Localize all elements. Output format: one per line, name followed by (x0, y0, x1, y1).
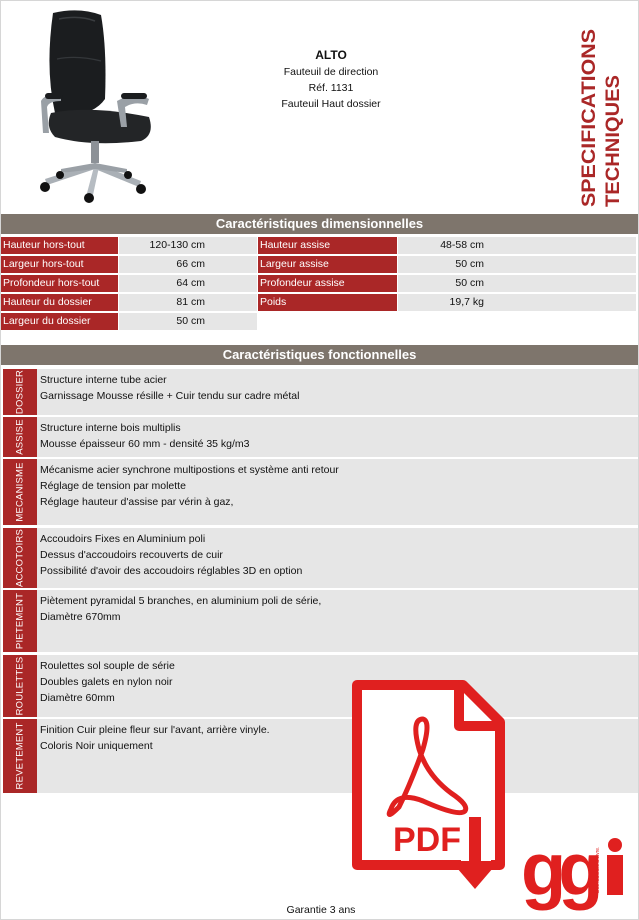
feature-category-tab (3, 417, 37, 457)
dimension-row (1, 275, 258, 292)
feature-row-pietement (3, 590, 638, 652)
feature-line: Mécanisme acier synchrone multipostions et système anti retour (40, 464, 339, 476)
dimension-row (1, 294, 258, 311)
dimension-row (1, 256, 258, 273)
feature-line: Structure interne bois multiplis (40, 422, 181, 434)
feature-category-tab (3, 655, 37, 717)
dimension-label: Poids (258, 294, 397, 311)
feature-category: MECANISME (14, 462, 26, 522)
feature-line: Réglage hauteur d'assise par vérin à gaz, (40, 496, 234, 508)
feature-row-mecanisme (3, 459, 638, 525)
feature-category-tab (3, 590, 37, 652)
logo-text: gg (521, 833, 596, 911)
dimension-label: Largeur assise (258, 256, 397, 273)
feature-line: Doubles galets en nylon noir (40, 676, 173, 688)
dimension-row (1, 313, 258, 330)
feature-description (40, 593, 321, 625)
brand-logo (521, 833, 636, 913)
dimension-label: Hauteur du dossier (1, 294, 118, 311)
feature-line: Garnissage Mousse résille + Cuir tendu sur cadre métal (40, 390, 300, 402)
feature-line: Diamètre 670mm (40, 611, 121, 623)
dimension-value: 64 cm (119, 275, 257, 292)
dimension-value: 50 cm (119, 313, 257, 330)
feature-description (40, 658, 175, 706)
product-name: ALTO (315, 48, 347, 62)
warranty-note: Garantie 3 ans (286, 904, 356, 916)
feature-line: Coloris Noir uniquement (40, 740, 153, 752)
feature-row-dossier (3, 369, 638, 415)
product-info (231, 47, 431, 112)
product-reference: Réf. 1131 (308, 82, 354, 94)
feature-line: Roulettes sol souple de série (40, 660, 175, 672)
dimension-label: Hauteur assise (258, 237, 397, 254)
feature-category: ROULETTES (14, 656, 26, 716)
feature-category: ASSISE (14, 419, 26, 455)
dimension-value: 81 cm (119, 294, 257, 311)
feature-line: Finition Cuir pleine fleur sur l'avant, arrière vinyle. (40, 724, 270, 736)
feature-category-tab (3, 719, 37, 793)
dimension-value: 19,7 kg (398, 294, 636, 311)
dimension-value: 48-58 cm (398, 237, 636, 254)
feature-line: Réglage de tension par molette (40, 480, 186, 492)
dimension-label: Profondeur hors-tout (1, 275, 118, 292)
feature-category-tab (3, 459, 37, 525)
dimension-value: 50 cm (398, 256, 636, 273)
spec-title-line2: TECHNIQUES (602, 79, 624, 207)
dimension-value: 120-130 cm (119, 237, 257, 254)
product-type: Fauteuil Haut dossier (281, 98, 381, 110)
pdf-download-icon[interactable] (351, 679, 506, 899)
dimension-label: Hauteur hors-tout (1, 237, 118, 254)
feature-description (40, 462, 339, 510)
feature-category: PIETEMENT (14, 592, 26, 650)
logo-tagline: Des fauteuils à vivre. (595, 846, 601, 893)
feature-line: Mousse épaisseur 60 mm - densité 35 kg/m3 (40, 438, 250, 450)
dimension-value: 66 cm (119, 256, 257, 273)
specifications-title (573, 15, 633, 211)
feature-description (40, 420, 250, 452)
dimension-label: Largeur hors-tout (1, 256, 118, 273)
dimension-row (258, 294, 638, 311)
feature-row-roulettes (3, 655, 638, 717)
feature-category: REVETEMENT (14, 722, 26, 790)
dimension-label: Profondeur assise (258, 275, 397, 292)
feature-line: Possibilité d'avoir des accoudoirs réglables 3D en option (40, 565, 303, 577)
feature-line: Dessus d'accoudoirs recouverts de cuir (40, 549, 223, 561)
feature-category-tab (3, 369, 37, 415)
feature-row-accotoirs (3, 528, 638, 588)
chair-product-image (31, 9, 161, 205)
feature-description (40, 722, 270, 754)
feature-line: Structure interne tube acier (40, 374, 167, 386)
feature-line: Piètement pyramidal 5 branches, en aluminium poli de série, (40, 595, 322, 607)
product-category: Fauteuil de direction (283, 66, 379, 78)
feature-category-tab (3, 528, 37, 588)
feature-row-revetement (3, 719, 638, 793)
dimension-row (258, 256, 638, 273)
feature-line: Diamètre 60mm (40, 692, 115, 704)
feature-category: ACCOTOIRS (14, 528, 26, 588)
feature-category: DOSSIER (14, 369, 26, 415)
dimension-row (1, 237, 258, 254)
feature-line: Accoudoirs Fixes en Aluminium poli (40, 533, 206, 545)
dimension-row (258, 275, 638, 292)
dimension-value: 50 cm (398, 275, 636, 292)
spec-title-line1: SPECIFICATIONS (578, 44, 600, 207)
functional-header: Caractéristiques fonctionnelles (1, 345, 638, 365)
dimension-row (258, 237, 638, 254)
dimensions-header: Caractéristiques dimensionnelles (1, 214, 638, 234)
feature-description (40, 372, 299, 404)
dimension-label: Largeur du dossier (1, 313, 118, 330)
feature-row-assise (3, 417, 638, 457)
pdf-label: PDF (393, 821, 461, 859)
feature-description (40, 531, 302, 579)
